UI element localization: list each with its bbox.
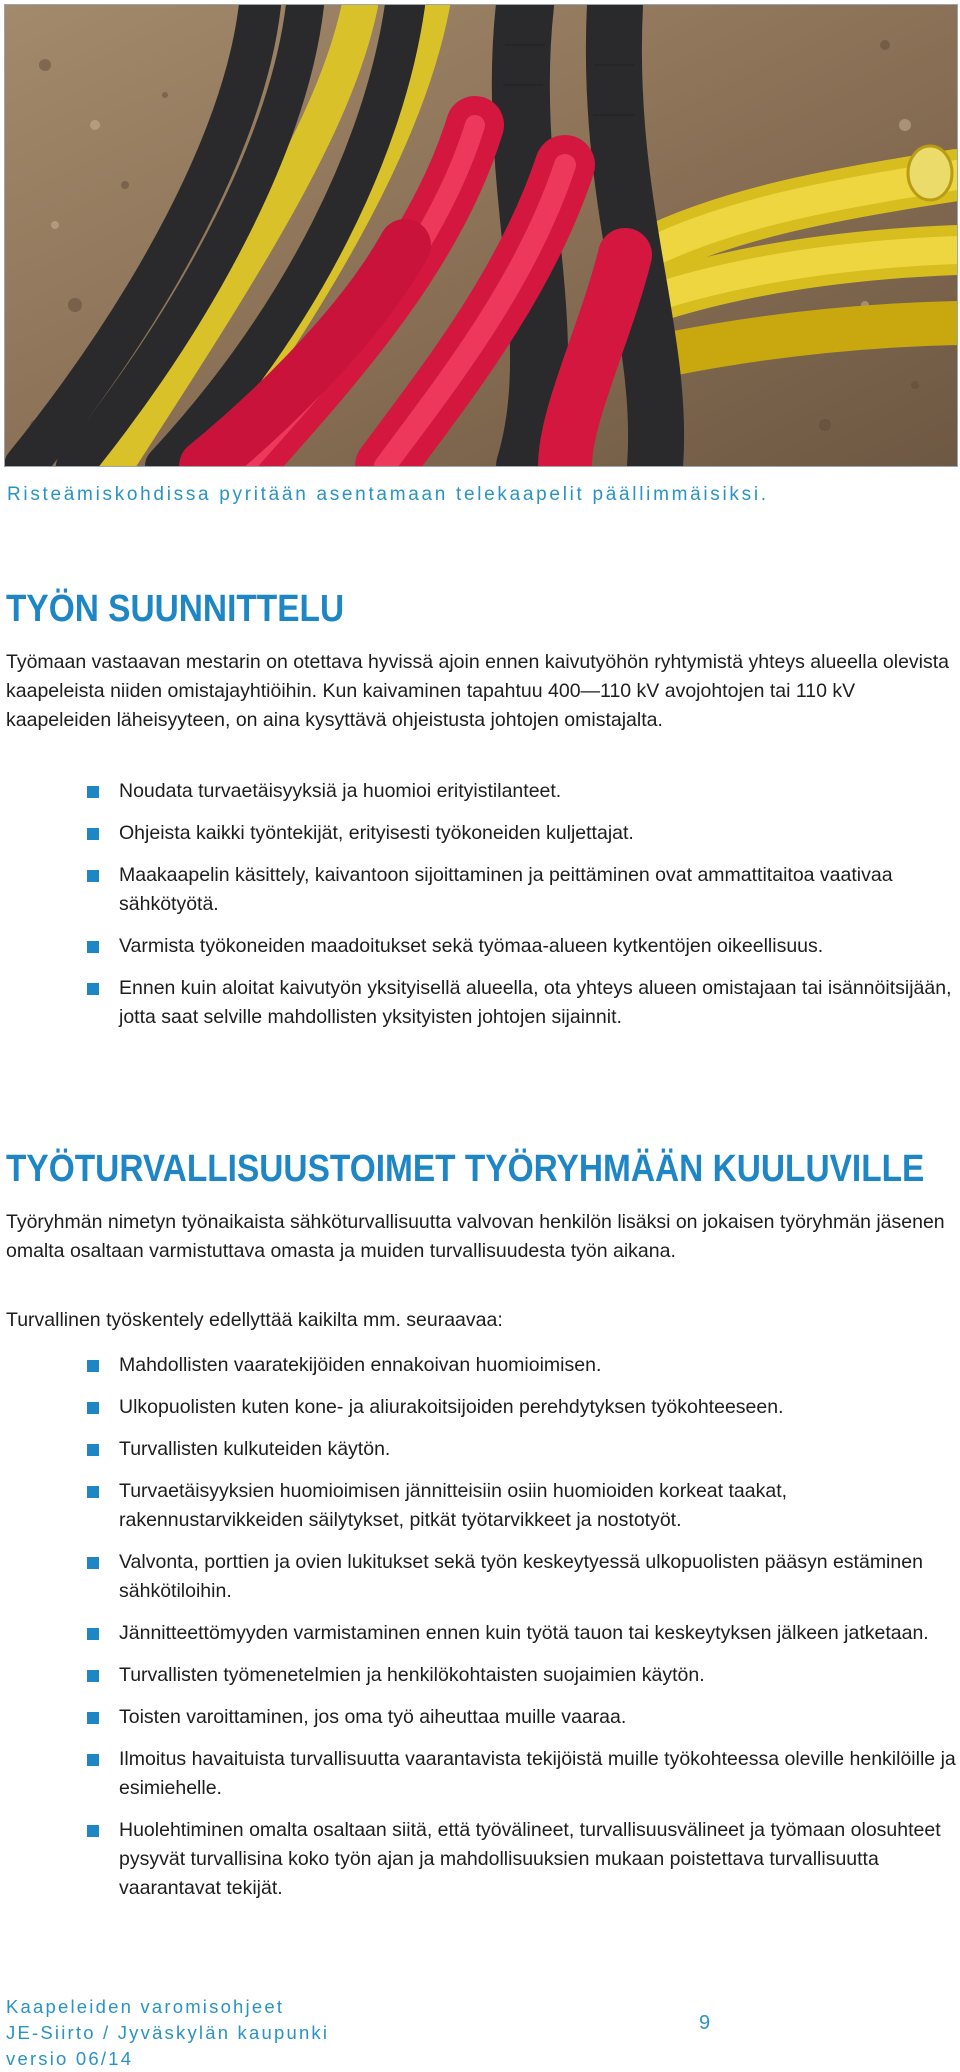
list-item: Turvallisten työmenetelmien ja henkilökohtaisten suojaimien käytön. <box>0 1661 960 1690</box>
page-number: 9 <box>699 2012 711 2034</box>
list-item: Maakaapelin käsittely, kaivantoon sijoittaminen ja peittäminen ovat ammattitaitoa vaativaa sähkötyötä. <box>0 861 960 919</box>
list-item: Varmista työkoneiden maadoitukset sekä työmaa-alueen kytkentöjen oikeellisuus. <box>0 932 960 961</box>
list-item: Turvallisten kulkuteiden käytön. <box>0 1435 960 1464</box>
bullet-square-icon <box>87 870 99 882</box>
footer-organization: JE-Siirto / Jyväskylän kaupunki <box>6 2022 330 2043</box>
bullet-square-icon <box>87 1825 99 1837</box>
bullet-square-icon <box>87 786 99 798</box>
footer-doc-title: Kaapeleiden varomisohjeet <box>6 1996 285 2017</box>
section-intro-safety: Työryhmän nimetyn työnaikaista sähköturvallisuutta valvovan henkilön lisäksi on jokaisen työryhmän jäsenen omalta osaltaan varmistuttava omasta ja muiden turvallisuudesta työn aikana. <box>6 1211 945 1262</box>
bullet-square-icon <box>87 1486 99 1498</box>
bullet-square-icon <box>87 983 99 995</box>
section-heading-safety: TYÖTURVALLISUUSTOIMET TYÖRYHMÄÄN KUULUVILLE <box>6 1148 925 1190</box>
footer-version: versio 06/14 <box>6 2048 134 2069</box>
bullet-list-planning <box>0 777 960 1045</box>
section-heading-planning: TYÖN SUUNNITTELU <box>6 588 345 630</box>
list-item: Ennen kuin aloitat kaivutyön yksityisellä alueella, ota yhteys alueen omistajaan tai isännöitsijään, jotta saat selville mahdollisten yksityisten johtojen sijainnit. <box>0 974 960 1032</box>
list-item: Toisten varoittaminen, jos oma työ aiheuttaa muille vaaraa. <box>0 1703 960 1732</box>
list-item: Huolehtiminen omalta osaltaan siitä, että työvälineet, turvallisuusvälineet ja työmaan olosuhteet pysyvät turvallisina koko työn ajan ja mahdollisuuksien mukaan poistettava turvallisuutta vaarantavat tekijät. <box>0 1816 960 1903</box>
list-item: Noudata turvaetäisyyksiä ja huomioi erityistilanteet. <box>0 777 960 806</box>
list-item: Ulkopuolisten kuten kone- ja aliurakoitsijoiden perehdytyksen työkohteeseen. <box>0 1393 960 1422</box>
bullet-square-icon <box>87 1402 99 1414</box>
bullet-square-icon <box>87 941 99 953</box>
bullet-list-safety <box>0 1351 960 1916</box>
bullet-square-icon <box>87 1712 99 1724</box>
list-item: Ilmoitus havaituista turvallisuutta vaarantavista tekijöistä muille työkohteessa oleville henkilöille ja esimiehelle. <box>0 1745 960 1803</box>
section-intro-planning: Työmaan vastaavan mestarin on otettava hyvissä ajoin ennen kaivutyöhön ryhtymistä yhteys alueella olevista kaapeleista niiden omistajayhtiöihin. Kun kaivaminen tapahtuu 400—110 kV avojohtojen tai 110 kV kaapeleiden läheisyyteen, on aina kysyttävä ohjeistusta johtojen omistajalta. <box>6 651 950 731</box>
photo-caption: Risteämiskohdissa pyritään asentamaan telekaapelit päällimmäisiksi. <box>7 484 769 505</box>
bullet-square-icon <box>87 1670 99 1682</box>
section-lead-safety: Turvallinen työskentely edellyttää kaikilta mm. seuraavaa: <box>6 1309 503 1331</box>
list-item: Ohjeista kaikki työntekijät, erityisesti työkoneiden kuljettajat. <box>0 819 960 848</box>
list-item: Turvaetäisyyksien huomioimisen jännitteisiin osiin huomioiden korkeat taakat, rakennustarvikkeiden säilytykset, pitkät työtarvikkeet ja nostotyöt. <box>0 1477 960 1535</box>
bullet-square-icon <box>87 1754 99 1766</box>
page-footer <box>6 1994 329 2072</box>
bullet-square-icon <box>87 1444 99 1456</box>
bullet-square-icon <box>87 1557 99 1569</box>
bullet-square-icon <box>87 828 99 840</box>
bullet-square-icon <box>87 1628 99 1640</box>
list-item: Jännitteettömyyden varmistaminen ennen kuin työtä tauon tai keskeytyksen jälkeen jatketaan. <box>0 1619 960 1648</box>
cable-ducts-photo <box>4 4 958 467</box>
list-item: Mahdollisten vaaratekijöiden ennakoivan huomioimisen. <box>0 1351 960 1380</box>
list-item: Valvonta, porttien ja ovien lukitukset sekä työn keskeytyessä ulkopuolisten pääsyn estäminen sähkötiloihin. <box>0 1548 960 1606</box>
bullet-square-icon <box>87 1360 99 1372</box>
